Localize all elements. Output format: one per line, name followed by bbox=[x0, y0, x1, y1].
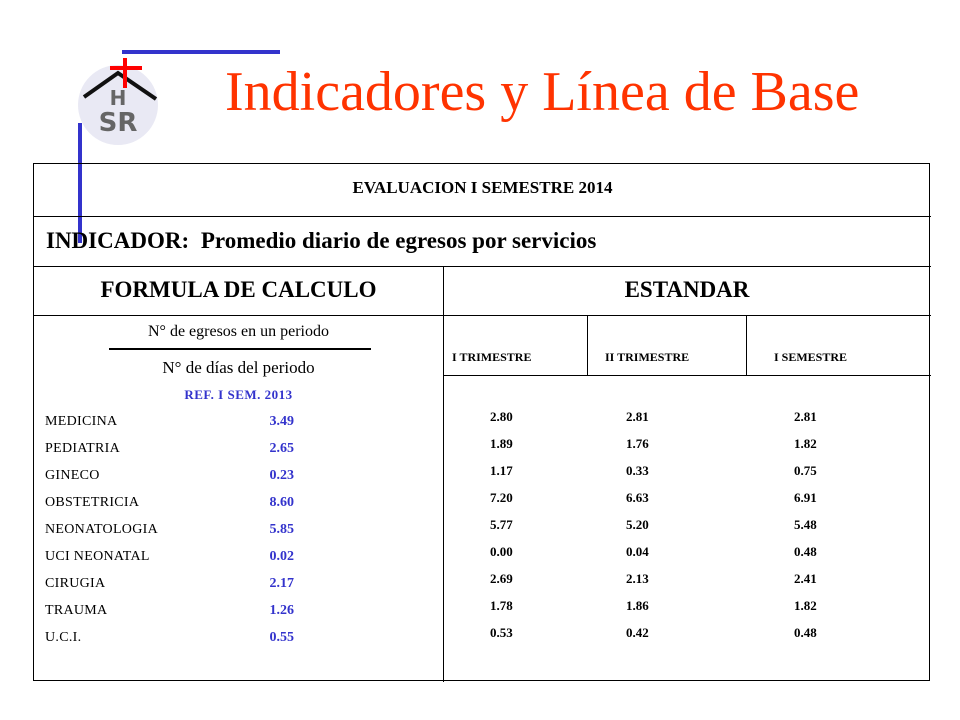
period-header-s1: I SEMESTRE bbox=[774, 350, 848, 364]
value-t1: 7.20 bbox=[490, 490, 513, 505]
value-s1: 0.48 bbox=[794, 544, 817, 559]
service-ref-value: 5.85 bbox=[269, 522, 294, 537]
evaluation-header: EVALUACION I SEMESTRE 2014 bbox=[352, 178, 613, 197]
value-s1: 2.81 bbox=[794, 409, 817, 424]
period-header-t1: I TRIMESTRE bbox=[452, 350, 532, 364]
service-name: NEONATOLOGIA bbox=[45, 522, 158, 537]
service-ref-value: 0.23 bbox=[269, 468, 294, 483]
value-t2: 1.76 bbox=[626, 436, 649, 451]
value-t1: 2.69 bbox=[490, 571, 513, 586]
formula-denominator: N° de días del periodo bbox=[162, 358, 315, 377]
indicator-table bbox=[33, 163, 930, 681]
column-divider bbox=[587, 315, 588, 375]
service-ref-value: 8.60 bbox=[269, 495, 294, 510]
page-title: Indicadores y Línea de Base bbox=[225, 61, 860, 123]
service-ref-value: 2.17 bbox=[269, 576, 294, 591]
value-s1: 1.82 bbox=[794, 436, 817, 451]
service-name: U.C.I. bbox=[45, 630, 82, 645]
service-ref-value: 1.26 bbox=[269, 603, 294, 618]
reference-label: REF. I SEM. 2013 bbox=[184, 387, 293, 402]
value-t1: 1.89 bbox=[490, 436, 513, 451]
service-name: CIRUGIA bbox=[45, 576, 106, 591]
service-name: GINECO bbox=[45, 468, 100, 483]
value-t1: 1.78 bbox=[490, 598, 513, 613]
formula-header: FORMULA DE CALCULO bbox=[100, 277, 377, 302]
value-s1: 5.48 bbox=[794, 517, 817, 532]
hospital-logo-icon bbox=[70, 55, 170, 155]
decorative-top-line bbox=[122, 50, 280, 54]
logo-letter-h: H bbox=[109, 86, 127, 110]
value-t2: 2.13 bbox=[626, 571, 649, 586]
logo-letters-sr: SR bbox=[98, 108, 138, 138]
value-t2: 2.81 bbox=[626, 409, 649, 424]
value-t2: 1.86 bbox=[626, 598, 649, 613]
value-t2: 6.63 bbox=[626, 490, 649, 505]
value-t2: 0.04 bbox=[626, 544, 649, 559]
row-divider bbox=[34, 266, 931, 267]
value-t1: 2.80 bbox=[490, 409, 513, 424]
indicator-row bbox=[46, 228, 596, 254]
row-divider bbox=[34, 315, 931, 316]
service-name: TRAUMA bbox=[45, 603, 108, 618]
service-ref-value: 0.02 bbox=[269, 549, 294, 564]
value-s1: 0.75 bbox=[794, 463, 817, 478]
standard-header: ESTANDAR bbox=[624, 277, 750, 302]
service-name: UCI NEONATAL bbox=[45, 549, 150, 564]
value-t1: 5.77 bbox=[490, 517, 513, 532]
indicator-text: Promedio diario de egresos por servicios bbox=[200, 228, 597, 253]
row-divider bbox=[443, 375, 931, 376]
column-divider bbox=[443, 266, 444, 682]
value-t2: 5.20 bbox=[626, 517, 649, 532]
value-t1: 0.00 bbox=[490, 544, 513, 559]
row-divider bbox=[34, 216, 931, 217]
fraction-bar bbox=[109, 348, 371, 350]
value-t2: 0.33 bbox=[626, 463, 649, 478]
service-name: PEDIATRIA bbox=[45, 441, 121, 456]
formula-numerator: N° de egresos en un periodo bbox=[147, 323, 329, 340]
service-ref-value: 2.65 bbox=[269, 441, 294, 456]
value-t1: 0.53 bbox=[490, 625, 513, 640]
value-t1: 1.17 bbox=[490, 463, 513, 478]
service-name: OBSTETRICIA bbox=[45, 495, 140, 510]
value-s1: 6.91 bbox=[794, 490, 817, 505]
period-header-t2: II TRIMESTRE bbox=[605, 350, 690, 364]
service-ref-value: 3.49 bbox=[269, 414, 294, 429]
value-s1: 2.41 bbox=[794, 571, 817, 586]
value-t2: 0.42 bbox=[626, 625, 649, 640]
column-divider bbox=[746, 315, 747, 375]
service-ref-value: 0.55 bbox=[269, 630, 294, 645]
value-s1: 1.82 bbox=[794, 598, 817, 613]
value-s1: 0.48 bbox=[794, 625, 817, 640]
service-name: MEDICINA bbox=[45, 414, 118, 429]
indicator-label: INDICADOR: bbox=[46, 228, 190, 253]
